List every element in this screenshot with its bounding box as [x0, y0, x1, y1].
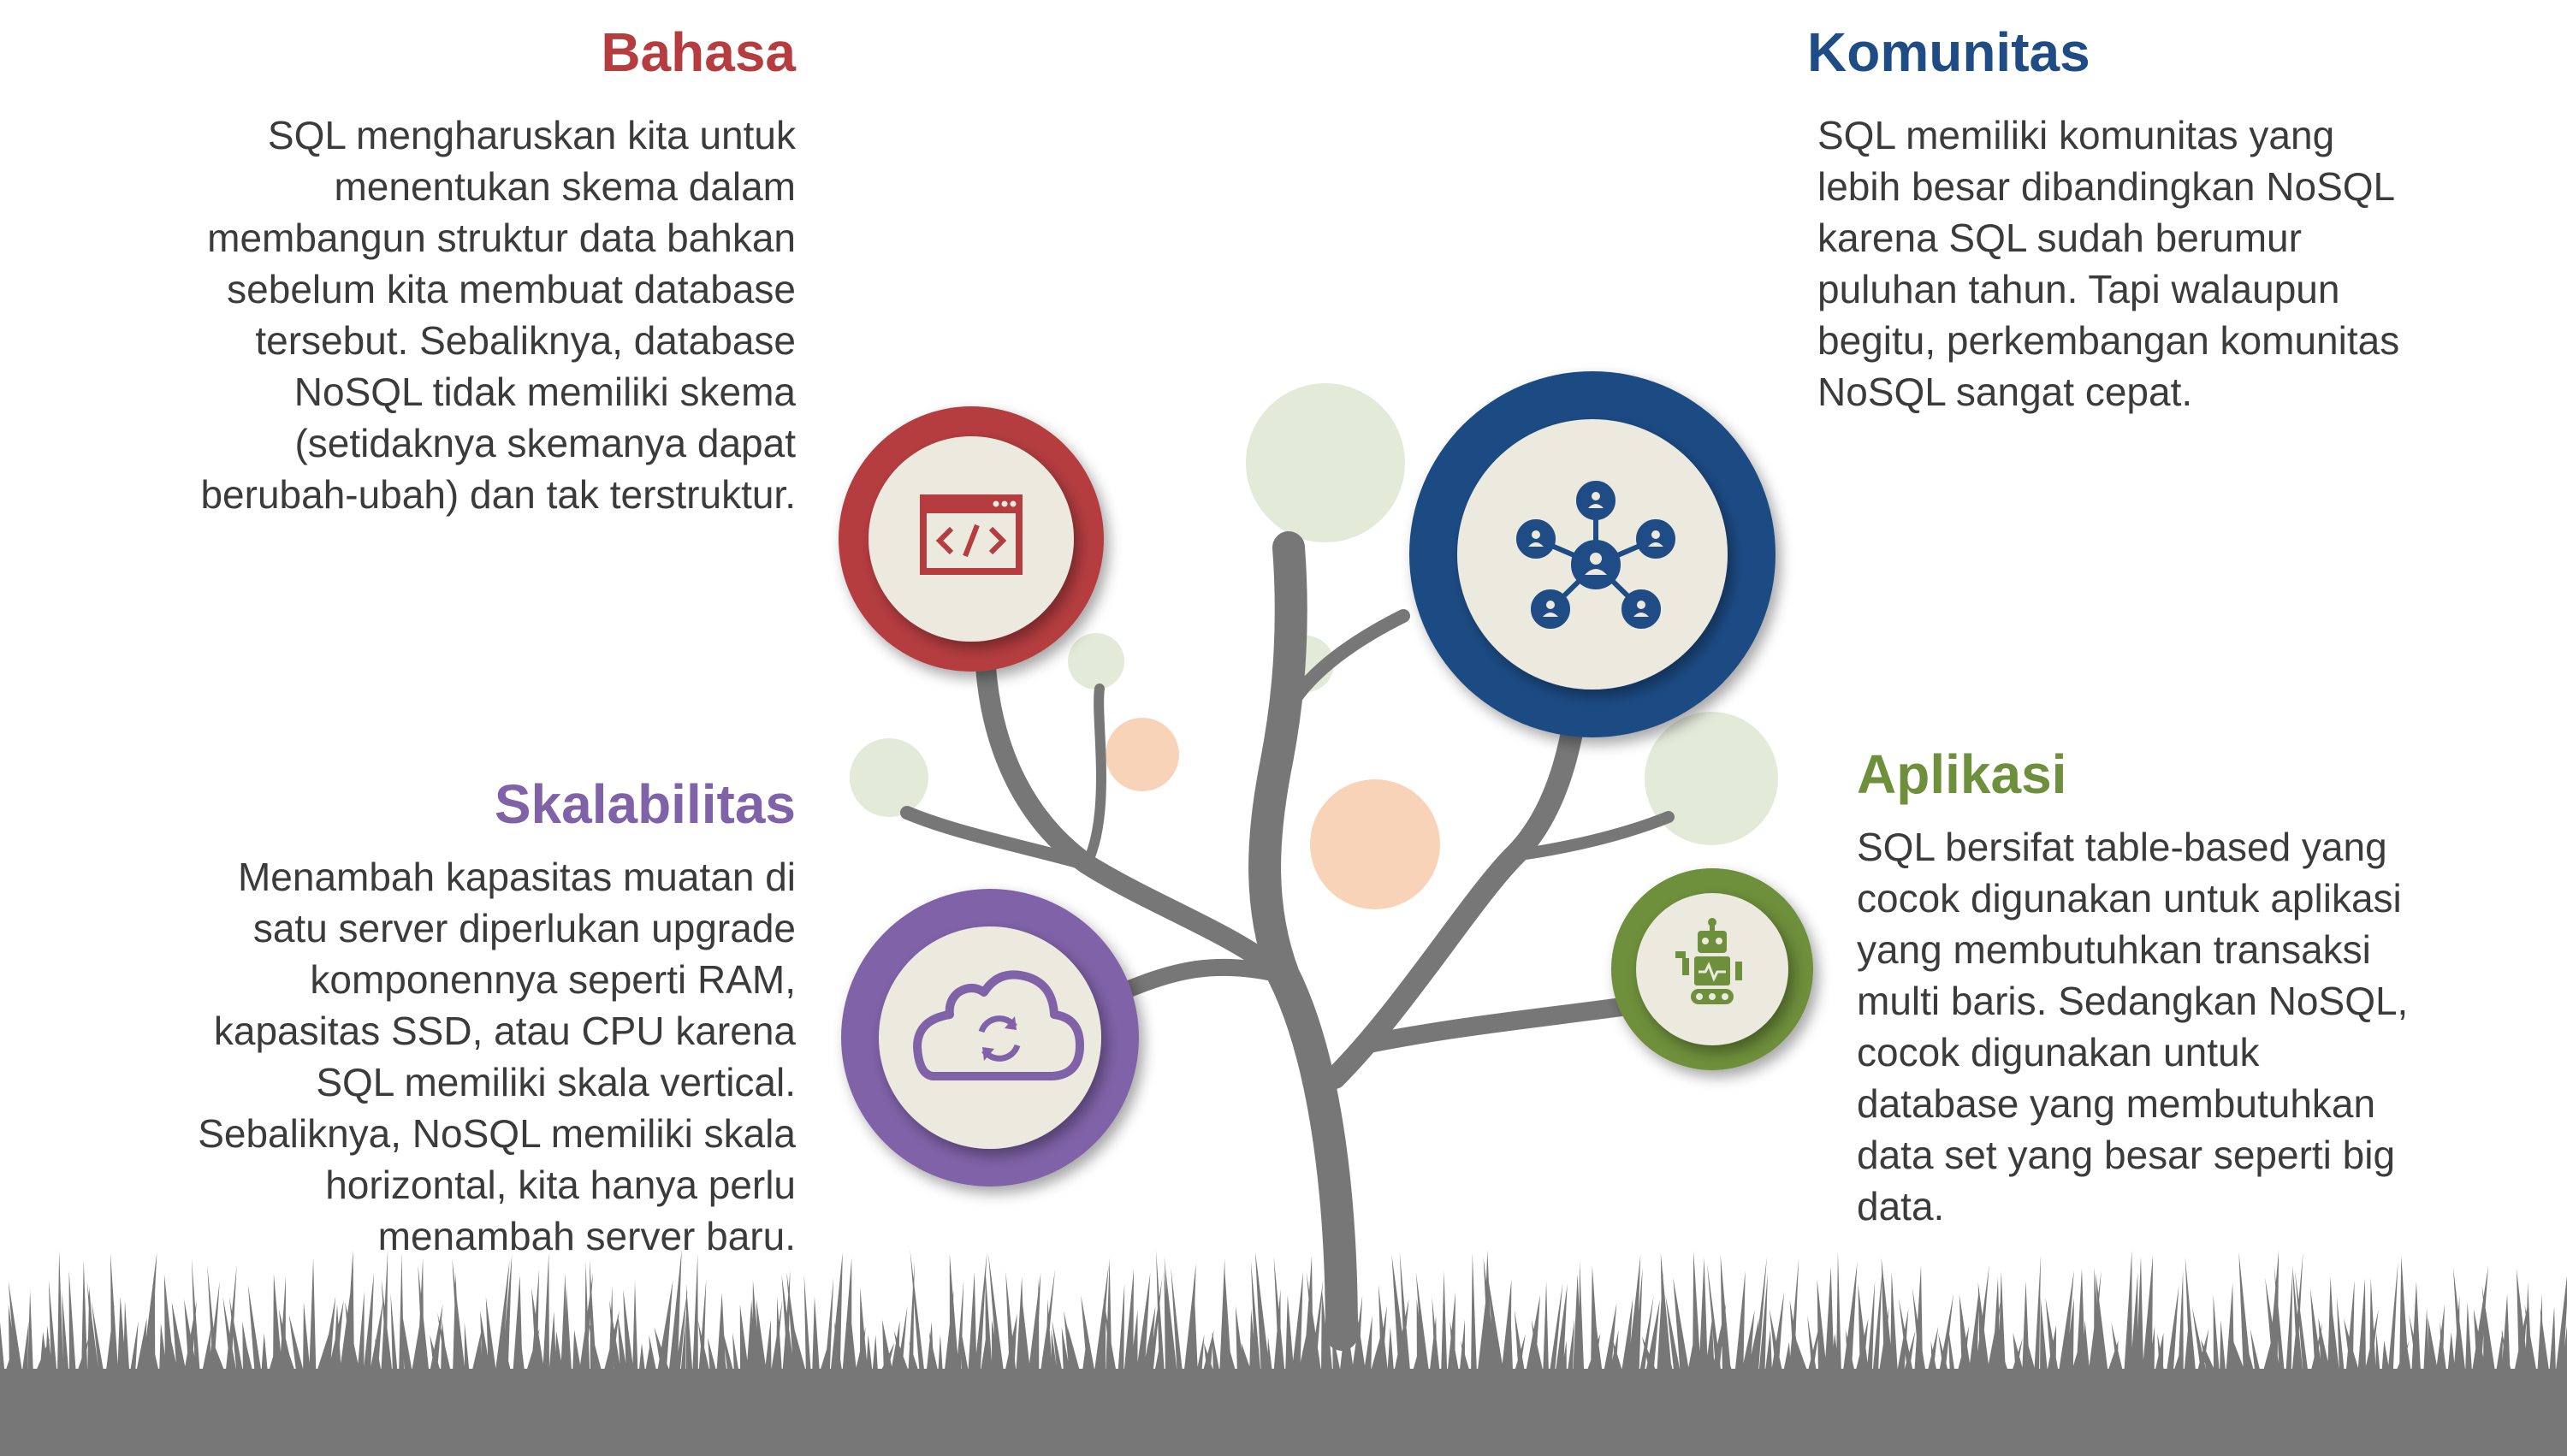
aplikasi-section	[1857, 743, 2558, 1232]
text-line: berubah-ubah) dan tak terstruktur.	[200, 472, 796, 517]
text-line: data set yang besar seperti big	[1857, 1133, 2396, 1177]
text-line: komponennya seperti RAM,	[310, 957, 796, 1002]
text-line: NoSQL tidak memiliki skema	[293, 370, 796, 414]
text-line: SQL memiliki skala vertical.	[316, 1060, 796, 1104]
text-line: data.	[1857, 1184, 1945, 1228]
skalabilitas-section	[86, 772, 796, 1262]
text-line: horizontal, kita hanya perlu	[325, 1163, 796, 1207]
bahasa-title: Bahasa	[601, 21, 796, 83]
text-line: begitu, perkembangan komunitas	[1817, 318, 2400, 363]
text-line: sebelum kita membuat database	[227, 267, 796, 311]
text-line: NoSQL sangat cepat.	[1817, 370, 2193, 414]
text-line: membangun struktur data bahkan	[207, 216, 796, 260]
aplikasi-title: Aplikasi	[1857, 743, 2067, 805]
text-line: multi baris. Sedangkan NoSQL,	[1857, 979, 2409, 1023]
text-line: menambah server baru.	[377, 1214, 796, 1258]
leaf-circle	[1246, 383, 1405, 542]
text-line: Menambah kapasitas muatan di	[237, 855, 796, 899]
code-window-icon	[920, 494, 1023, 575]
text-line: cocok digunakan untuk aplikasi	[1857, 876, 2402, 920]
text-line: puluhan tahun. Tapi walaupun	[1817, 267, 2340, 311]
bahasa-icon-circle	[839, 406, 1104, 672]
skalabilitas-icon-circle	[841, 889, 1139, 1187]
komunitas-section	[1807, 21, 2543, 417]
aplikasi-description	[1857, 821, 2558, 1232]
leaf-circle	[1645, 712, 1778, 845]
leaf-circle	[850, 738, 928, 817]
leaf-circle	[1106, 718, 1179, 791]
text-line: tersebut. Sebaliknya, database	[255, 318, 796, 363]
text-line: (setidaknya skemanya dapat	[294, 421, 796, 465]
skalabilitas-title: Skalabilitas	[494, 773, 796, 835]
text-line: SQL memiliki komunitas yang	[1817, 113, 2335, 157]
text-line: lebih besar dibandingkan NoSQL	[1817, 164, 2396, 209]
komunitas-icon-circle	[1409, 371, 1776, 737]
komunitas-description	[1807, 109, 2543, 417]
bahasa-description	[86, 109, 796, 520]
text-line: cocok digunakan untuk	[1857, 1030, 2260, 1074]
text-line: SQL bersifat table-based yang	[1857, 825, 2387, 869]
bahasa-section	[86, 21, 796, 520]
leaf-circle	[1310, 779, 1440, 909]
text-line: database yang membutuhkan	[1857, 1081, 2376, 1126]
text-line: karena SQL sudah berumur	[1817, 216, 2302, 260]
grass-ground	[0, 1249, 2567, 1456]
text-line: Sebaliknya, NoSQL memiliki skala	[198, 1111, 796, 1156]
text-line: menentukan skema dalam	[334, 164, 796, 209]
aplikasi-icon-circle	[1611, 868, 1813, 1070]
text-line: SQL mengharuskan kita untuk	[267, 113, 796, 157]
komunitas-title: Komunitas	[1807, 21, 2090, 83]
text-line: yang membutuhkan transaksi	[1857, 927, 2371, 972]
text-line: kapasitas SSD, atau CPU karena	[213, 1009, 796, 1053]
skalabilitas-description	[86, 851, 796, 1262]
text-line: satu server diperlukan upgrade	[252, 906, 796, 950]
leaf-circle	[1068, 633, 1124, 690]
